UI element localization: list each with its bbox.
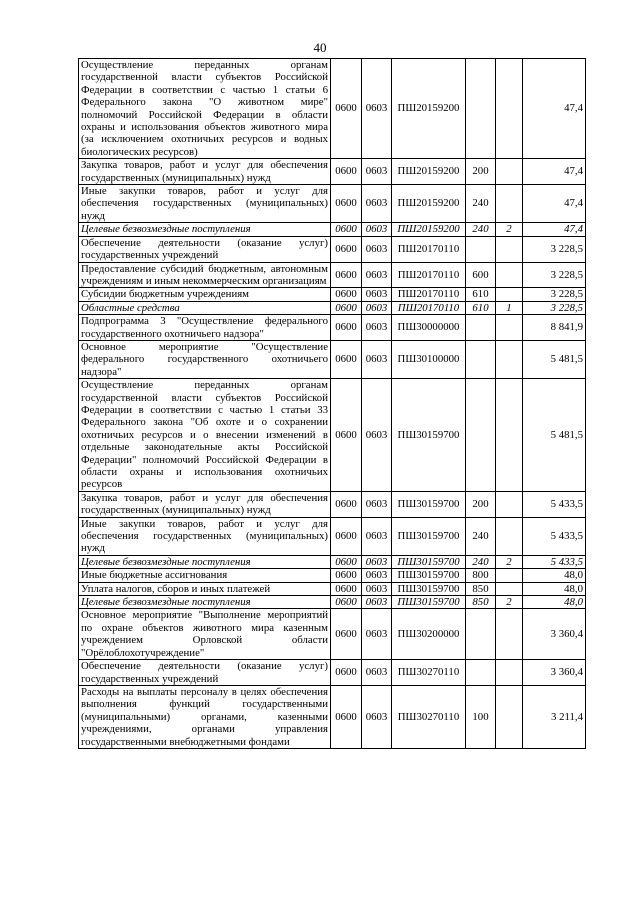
expense-type-cell: 240	[466, 223, 496, 236]
subsection-code-cell: 0603	[362, 185, 392, 223]
row-name-cell: Иные бюджетные ассигнования	[79, 569, 331, 582]
target-article-cell: ПШ30159700	[392, 596, 466, 609]
amount-cell: 47,4	[523, 223, 586, 236]
target-article-cell: ПШ20159200	[392, 223, 466, 236]
amount-cell: 5 433,5	[523, 491, 586, 517]
table-row	[79, 379, 586, 492]
section-code-cell: 0600	[331, 379, 362, 492]
section-code-cell: 0600	[331, 340, 362, 378]
row-name-cell: Основное мероприятие "Осуществление федерального государственного охотничьего надзора"	[79, 340, 331, 378]
expense-type-cell: 610	[466, 288, 496, 301]
source-cell: 2	[496, 555, 523, 568]
target-article-cell: ПШ30270110	[392, 685, 466, 748]
amount-cell: 3 360,4	[523, 660, 586, 686]
source-cell	[496, 491, 523, 517]
amount-cell: 3 360,4	[523, 609, 586, 660]
expense-type-cell	[466, 609, 496, 660]
subsection-code-cell: 0603	[362, 517, 392, 555]
table-row	[79, 555, 586, 568]
table-row	[79, 185, 586, 223]
section-code-cell: 0600	[331, 59, 362, 159]
table-row	[79, 596, 586, 609]
subsection-code-cell: 0603	[362, 582, 392, 595]
amount-cell: 47,4	[523, 59, 586, 159]
section-code-cell: 0600	[331, 555, 362, 568]
section-code-cell: 0600	[331, 223, 362, 236]
target-article-cell: ПШ30159700	[392, 569, 466, 582]
section-code-cell: 0600	[331, 262, 362, 288]
target-article-cell: ПШ20170110	[392, 301, 466, 314]
table-row	[79, 582, 586, 595]
target-article-cell: ПШ30159700	[392, 555, 466, 568]
expense-type-cell	[466, 340, 496, 378]
row-name-cell: Областные средства	[79, 301, 331, 314]
source-cell	[496, 569, 523, 582]
expense-type-cell: 200	[466, 159, 496, 185]
section-code-cell: 0600	[331, 569, 362, 582]
source-cell	[496, 236, 523, 262]
section-code-cell: 0600	[331, 159, 362, 185]
section-code-cell: 0600	[331, 301, 362, 314]
row-name-cell: Целевые безвозмездные поступления	[79, 555, 331, 568]
subsection-code-cell: 0603	[362, 379, 392, 492]
section-code-cell: 0600	[331, 517, 362, 555]
row-name-cell: Закупка товаров, работ и услуг для обеспечения государственных (муниципальных) нужд	[79, 491, 331, 517]
budget-table-body	[79, 59, 586, 749]
section-code-cell: 0600	[331, 236, 362, 262]
source-cell: 2	[496, 223, 523, 236]
amount-cell: 5 433,5	[523, 555, 586, 568]
subsection-code-cell: 0603	[362, 223, 392, 236]
target-article-cell: ПШ30100000	[392, 340, 466, 378]
table-row	[79, 301, 586, 314]
amount-cell: 3 228,5	[523, 301, 586, 314]
source-cell	[496, 185, 523, 223]
table-row	[79, 59, 586, 159]
table-row	[79, 159, 586, 185]
subsection-code-cell: 0603	[362, 660, 392, 686]
row-name-cell: Подпрограмма 3 "Осуществление федерального государственного охотничьего надзора"	[79, 315, 331, 341]
amount-cell: 48,0	[523, 569, 586, 582]
row-name-cell: Субсидии бюджетным учреждениям	[79, 288, 331, 301]
expense-type-cell: 100	[466, 685, 496, 748]
amount-cell: 5 481,5	[523, 340, 586, 378]
source-cell	[496, 288, 523, 301]
table-row	[79, 660, 586, 686]
subsection-code-cell: 0603	[362, 685, 392, 748]
target-article-cell: ПШ20159200	[392, 59, 466, 159]
amount-cell: 3 211,4	[523, 685, 586, 748]
amount-cell: 8 841,9	[523, 315, 586, 341]
source-cell: 1	[496, 301, 523, 314]
target-article-cell: ПШ20159200	[392, 185, 466, 223]
row-name-cell: Уплата налогов, сборов и иных платежей	[79, 582, 331, 595]
amount-cell: 3 228,5	[523, 262, 586, 288]
subsection-code-cell: 0603	[362, 609, 392, 660]
subsection-code-cell: 0603	[362, 596, 392, 609]
amount-cell: 48,0	[523, 596, 586, 609]
source-cell	[496, 315, 523, 341]
amount-cell: 47,4	[523, 185, 586, 223]
source-cell	[496, 660, 523, 686]
target-article-cell: ПШ20159200	[392, 159, 466, 185]
subsection-code-cell: 0603	[362, 569, 392, 582]
expense-type-cell	[466, 59, 496, 159]
subsection-code-cell: 0603	[362, 301, 392, 314]
amount-cell: 3 228,5	[523, 236, 586, 262]
amount-cell: 48,0	[523, 582, 586, 595]
expense-type-cell	[466, 315, 496, 341]
section-code-cell: 0600	[331, 315, 362, 341]
subsection-code-cell: 0603	[362, 555, 392, 568]
expense-type-cell: 240	[466, 185, 496, 223]
section-code-cell: 0600	[331, 582, 362, 595]
subsection-code-cell: 0603	[362, 159, 392, 185]
table-row	[79, 223, 586, 236]
table-row	[79, 569, 586, 582]
expense-type-cell	[466, 379, 496, 492]
row-name-cell: Целевые безвозмездные поступления	[79, 596, 331, 609]
section-code-cell: 0600	[331, 491, 362, 517]
row-name-cell: Закупка товаров, работ и услуг для обеспечения государственных (муниципальных) нужд	[79, 159, 331, 185]
source-cell	[496, 609, 523, 660]
table-row	[79, 236, 586, 262]
section-code-cell: 0600	[331, 609, 362, 660]
subsection-code-cell: 0603	[362, 262, 392, 288]
section-code-cell: 0600	[331, 596, 362, 609]
expense-type-cell: 850	[466, 596, 496, 609]
table-row	[79, 340, 586, 378]
expense-type-cell: 240	[466, 517, 496, 555]
source-cell	[496, 159, 523, 185]
section-code-cell: 0600	[331, 660, 362, 686]
subsection-code-cell: 0603	[362, 236, 392, 262]
row-name-cell: Целевые безвозмездные поступления	[79, 223, 331, 236]
row-name-cell: Осуществление переданных органам государственной власти субъектов Российской Федерации в соответствии с частью 1 статьи 33 Федерального закона "Об охоте и о сохранении охотничьих ресурсов и о внесении изменений в отдельные законодательные акты Российской Федерации" полномочий Российской Федерации в области охраны и использования охотничьих ресурсов	[79, 379, 331, 492]
table-row	[79, 288, 586, 301]
page-number: 40	[313, 40, 327, 55]
row-name-cell: Обеспечение деятельности (оказание услуг) государственных учреждений	[79, 660, 331, 686]
source-cell	[496, 379, 523, 492]
row-name-cell: Иные закупки товаров, работ и услуг для обеспечения государственных (муниципальных) нужд	[79, 517, 331, 555]
expense-type-cell: 200	[466, 491, 496, 517]
target-article-cell: ПШ20170110	[392, 236, 466, 262]
expense-type-cell: 240	[466, 555, 496, 568]
expense-type-cell: 610	[466, 301, 496, 314]
amount-cell: 5 481,5	[523, 379, 586, 492]
table-row	[79, 491, 586, 517]
expense-type-cell	[466, 660, 496, 686]
amount-cell: 47,4	[523, 159, 586, 185]
row-name-cell: Обеспечение деятельности (оказание услуг) государственных учреждений	[79, 236, 331, 262]
expense-type-cell: 850	[466, 582, 496, 595]
subsection-code-cell: 0603	[362, 288, 392, 301]
expense-type-cell	[466, 236, 496, 262]
row-name-cell: Расходы на выплаты персоналу в целях обеспечения выполнения функций государственными (муниципальными) органами, казенными учреждениями, органами управления государственными внебюджетными фондами	[79, 685, 331, 748]
row-name-cell: Иные закупки товаров, работ и услуг для обеспечения государственных (муниципальных) нужд	[79, 185, 331, 223]
source-cell	[496, 59, 523, 159]
amount-cell: 5 433,5	[523, 517, 586, 555]
subsection-code-cell: 0603	[362, 315, 392, 341]
table-row	[79, 609, 586, 660]
table-row	[79, 685, 586, 748]
target-article-cell: ПШ30159700	[392, 491, 466, 517]
subsection-code-cell: 0603	[362, 340, 392, 378]
section-code-cell: 0600	[331, 685, 362, 748]
amount-cell: 3 228,5	[523, 288, 586, 301]
target-article-cell: ПШ20170110	[392, 288, 466, 301]
target-article-cell: ПШ30270110	[392, 660, 466, 686]
table-row	[79, 315, 586, 341]
row-name-cell: Основное мероприятие "Выполнение мероприятий по охране объектов животного мира казенным учреждением Орловской области "Орёлоблохотучреждение"	[79, 609, 331, 660]
source-cell	[496, 340, 523, 378]
section-code-cell: 0600	[331, 185, 362, 223]
subsection-code-cell: 0603	[362, 491, 392, 517]
source-cell: 2	[496, 596, 523, 609]
target-article-cell: ПШ20170110	[392, 262, 466, 288]
target-article-cell: ПШ30159700	[392, 517, 466, 555]
source-cell	[496, 262, 523, 288]
budget-table	[78, 58, 586, 749]
subsection-code-cell: 0603	[362, 59, 392, 159]
expense-type-cell: 600	[466, 262, 496, 288]
table-row	[79, 262, 586, 288]
source-cell	[496, 685, 523, 748]
table-row	[79, 517, 586, 555]
target-article-cell: ПШ30000000	[392, 315, 466, 341]
row-name-cell: Предоставление субсидий бюджетным, автономным учреждениям и иным некоммерческим организациям	[79, 262, 331, 288]
row-name-cell: Осуществление переданных органам государственной власти субъектов Российской Федерации в соответствии с частью 1 статьи 6 Федерального закона "О животном мире" полномочий Российской Федерации в области охраны и использования объектов животного мира (за исключением охотничьих ресурсов и водных биологических ресурсов)	[79, 59, 331, 159]
expense-type-cell: 800	[466, 569, 496, 582]
target-article-cell: ПШ30200000	[392, 609, 466, 660]
source-cell	[496, 582, 523, 595]
target-article-cell: ПШ30159700	[392, 582, 466, 595]
source-cell	[496, 517, 523, 555]
target-article-cell: ПШ30159700	[392, 379, 466, 492]
section-code-cell: 0600	[331, 288, 362, 301]
